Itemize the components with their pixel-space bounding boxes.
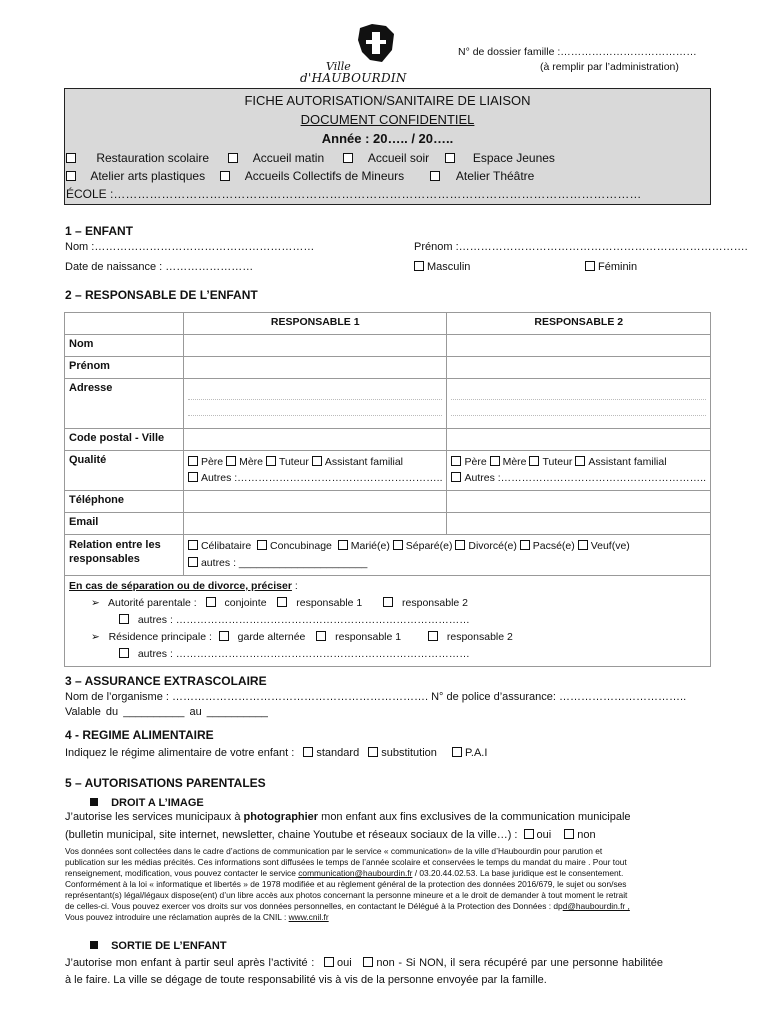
legal-line	[65, 901, 715, 912]
checkbox-image-non[interactable]	[564, 829, 574, 839]
checkbox-standard[interactable]	[303, 747, 313, 757]
checkbox-mere[interactable]	[226, 456, 236, 466]
droit-image-p2	[65, 829, 596, 841]
legal-notice	[65, 846, 715, 923]
resp1-prenom-cell[interactable]	[183, 357, 447, 379]
checkbox-residence-resp1[interactable]	[316, 631, 326, 641]
label-restauration: Restauration scolaire	[96, 151, 210, 165]
residence-autres-field[interactable]: autres : …………………………………………………………………………	[137, 648, 470, 660]
label-accueil-matin: Accueil matin	[252, 151, 325, 165]
ecole-field[interactable]: ÉCOLE :……………………………………………………………………………………………………………………	[66, 187, 642, 201]
label-relation-autres: autres : ______________________	[200, 557, 368, 569]
separation-title: En cas de séparation ou de divorce, préciser	[69, 580, 292, 592]
child-prenom-field[interactable]: Prénom :…………………………………………………………………….	[414, 241, 748, 253]
residence-label: Résidence principale :	[108, 631, 212, 643]
checkbox-marie[interactable]	[338, 540, 348, 550]
label-assistant: Assistant familial	[588, 456, 667, 468]
resp1-email-cell[interactable]	[183, 513, 447, 535]
section4-heading: 4 - REGIME ALIMENTAIRE	[65, 728, 214, 742]
label-veuf: Veuf(ve)	[590, 540, 630, 552]
droit-p1-b: photographier	[243, 811, 319, 823]
checkbox-restauration[interactable]	[66, 153, 76, 163]
resp2-email-cell[interactable]	[447, 513, 711, 535]
label-accueil-soir: Accueil soir	[367, 151, 430, 165]
checkbox-feminin[interactable]	[585, 261, 595, 271]
resp2-telephone-cell[interactable]	[447, 491, 711, 513]
row-label-telephone: Téléphone	[65, 491, 184, 513]
cnil-link[interactable]: www.cnil.fr	[288, 912, 329, 922]
label-arts-plastiques: Atelier arts plastiques	[90, 169, 206, 183]
legal-line	[65, 868, 715, 879]
resp2-qualite-cell	[447, 451, 711, 491]
resp2-cp-cell[interactable]	[447, 429, 711, 451]
label-garde-alternee: garde alternée	[237, 631, 306, 643]
dossier-number-field[interactable]: N° de dossier famille :…………………………………	[458, 46, 697, 58]
row-label-prenom: Prénom	[65, 357, 184, 379]
label-feminin: Féminin	[598, 261, 638, 273]
resp1-telephone-cell[interactable]	[183, 491, 447, 513]
checkbox-pai[interactable]	[452, 747, 462, 757]
confidential-subtitle: DOCUMENT CONFIDENTIEL	[300, 112, 475, 127]
label-assistant: Assistant familial	[324, 456, 404, 468]
droit-image-p1	[65, 811, 631, 823]
checkbox-assistant[interactable]	[575, 456, 585, 466]
checkbox-veuf[interactable]	[578, 540, 588, 550]
row-label-email: Email	[65, 513, 184, 535]
label-residence-resp2: responsable 2	[446, 631, 513, 643]
residence-line	[69, 629, 706, 646]
checkbox-sortie-non[interactable]	[363, 957, 373, 967]
label-espace-jeunes: Espace Jeunes	[472, 151, 555, 165]
form-title: FICHE AUTORISATION/SANITAIRE DE LIAISON	[244, 93, 531, 108]
separation-colon: :	[291, 580, 298, 592]
residence-autres-line	[69, 646, 706, 663]
child-nom-field[interactable]: Nom :……………………………………………………	[65, 241, 315, 253]
section3-heading: 3 – ASSURANCE EXTRASCOLAIRE	[65, 674, 267, 688]
checkbox-espace-jeunes[interactable]	[445, 153, 455, 163]
label-substitution: substitution	[381, 747, 437, 759]
checkbox-celibataire[interactable]	[188, 540, 198, 550]
legal-line: publication sur les médias précités. Ces informations sont diffusées le temps de l’année scolaire et conservées le temps du mandat du maire . Pour tout	[65, 857, 627, 867]
label-theatre: Atelier Théâtre	[455, 169, 535, 183]
section1-heading: 1 – ENFANT	[65, 224, 134, 238]
separation-title-line	[69, 578, 706, 595]
label-celibataire: Célibataire	[200, 540, 252, 552]
label-sortie-oui: oui	[337, 957, 352, 969]
droit-image-title	[90, 797, 204, 809]
checkbox-pere[interactable]	[188, 456, 198, 466]
autorite-line	[69, 595, 706, 612]
checkbox-mere[interactable]	[490, 456, 500, 466]
checkbox-conjointe[interactable]	[206, 597, 216, 607]
address-line	[188, 386, 443, 400]
autorite-autres-field[interactable]: autres : …………………………………………………………………………	[137, 614, 470, 626]
arrow-icon: ➢	[91, 597, 100, 609]
resp2-nom-cell[interactable]	[447, 335, 711, 357]
arrow-icon: ➢	[91, 631, 100, 643]
label-masculin: Masculin	[427, 261, 471, 273]
label-divorce: Divorcé(e)	[468, 540, 517, 552]
dossier-note: (à remplir par l’administration)	[540, 61, 679, 73]
label-separe: Séparé(e)	[405, 540, 453, 552]
sortie-title	[90, 940, 227, 952]
label-pai: P.A.I	[464, 747, 488, 759]
label-tuteur: Tuteur	[542, 456, 573, 468]
label-sortie-non: non - Si NON, il sera récupéré par une personne habilitée	[376, 957, 664, 969]
address-line	[451, 386, 706, 400]
label-autres: Autres :…………………………………………………..	[464, 472, 706, 484]
label-image-non: non	[577, 829, 596, 841]
city-logo	[300, 22, 420, 86]
checkbox-accueil-matin[interactable]	[228, 153, 238, 163]
row-label-nom: Nom	[65, 335, 184, 357]
label-marie: Marié(e)	[350, 540, 390, 552]
resp1-adresse-cell[interactable]	[183, 379, 447, 429]
col-responsable-2: RESPONSABLE 2	[447, 313, 711, 335]
sortie-1a: J’autorise mon enfant à partir seul après l’activité :	[65, 957, 315, 969]
resp2-prenom-cell[interactable]	[447, 357, 711, 379]
bullet-square-icon	[90, 798, 98, 806]
regime-line	[65, 747, 487, 759]
label-autres: Autres :…………………………………………………..	[200, 472, 443, 484]
checkbox-accueil-soir[interactable]	[343, 153, 353, 163]
label-mere: Mère	[239, 456, 264, 468]
school-year: Année : 20….. / 20…..	[321, 131, 454, 146]
autorite-label: Autorité parentale :	[108, 597, 197, 609]
checkbox-substitution[interactable]	[368, 747, 378, 757]
checkbox-autorite-resp2[interactable]	[383, 597, 393, 607]
legal-line: Vos données sont collectées dans le cadre d’actions de communication par le service « communication» de la ville d’Haubourdin pour parution et	[65, 846, 603, 856]
sex-masculin	[414, 261, 470, 273]
sex-feminin	[585, 261, 637, 273]
assurance-line-2[interactable]: Valable du __________ au __________	[65, 706, 268, 718]
sortie-line-1	[65, 957, 663, 969]
label-concubinage: Concubinage	[270, 540, 332, 552]
checkbox-arts-plastiques[interactable]	[66, 171, 76, 181]
checkbox-concubinage[interactable]	[257, 540, 267, 550]
checkbox-tuteur[interactable]	[529, 456, 539, 466]
checkbox-pacse[interactable]	[520, 540, 530, 550]
label-standard: standard	[316, 747, 360, 759]
separation-cell	[65, 576, 711, 667]
checkbox-acm[interactable]	[220, 171, 230, 181]
assurance-line-1[interactable]: Nom de l’organisme : ……………………………………………………………. N° de police d’assurance: ……………………………..	[65, 691, 687, 703]
checkbox-garde-alternee[interactable]	[219, 631, 229, 641]
relation-cell	[183, 535, 710, 576]
label-autorite-resp1: responsable 1	[296, 597, 363, 609]
dpd-email-link[interactable]: d@haubourdin.fr ,	[562, 901, 630, 911]
checkbox-autorite-resp1[interactable]	[277, 597, 287, 607]
droit-p1-a: J’autorise les services municipaux à	[65, 811, 244, 823]
droit-image-title-text: DROIT A L’IMAGE	[111, 797, 204, 809]
resp1-cp-cell[interactable]	[183, 429, 447, 451]
checkbox-autres[interactable]	[188, 472, 198, 482]
activity-row-2	[66, 169, 534, 183]
row-label-relation: Relation entre les responsables	[65, 535, 184, 576]
legal-line	[65, 912, 715, 923]
checkbox-autres[interactable]	[451, 472, 461, 482]
address-line	[188, 402, 443, 416]
logo-text-haubourdin: d'HAUBOURDIN	[300, 71, 407, 85]
checkbox-sortie-oui[interactable]	[324, 957, 334, 967]
checkbox-relation-autres[interactable]	[188, 557, 198, 567]
autorite-autres-line	[69, 612, 706, 629]
checkbox-pere[interactable]	[451, 456, 461, 466]
child-birthdate-field[interactable]: Date de naissance : ……………………	[65, 261, 254, 273]
droit-p1-c: mon enfant aux fins exclusives de la communication municipale	[318, 811, 631, 823]
legal-3a: renseignement, modification, vous pouvez contacter le service	[65, 868, 299, 878]
label-tuteur: Tuteur	[278, 456, 309, 468]
label-pacse: Pacsé(e)	[532, 540, 575, 552]
legal-6a: de celles-ci. Vous pouvez exercer vos droits sur vos données personnelles, en contactant le Délégué à la Protection des Données : dp	[65, 901, 563, 911]
label-residence-resp1: responsable 1	[335, 631, 402, 643]
checkbox-assistant[interactable]	[312, 456, 322, 466]
checkbox-theatre[interactable]	[430, 171, 440, 181]
checkbox-separe[interactable]	[393, 540, 403, 550]
bullet-square-icon	[90, 941, 98, 949]
label-image-oui: oui	[536, 829, 552, 841]
legal-line: représentant(s) légal/légaux dispose(ent) d’un libre accès aux photos concernant la personne mineure et a le droit de demander à tout moment le retrait	[65, 890, 628, 900]
checkbox-residence-autres[interactable]	[119, 648, 129, 658]
checkbox-autorite-autres[interactable]	[119, 614, 129, 624]
section5-heading: 5 – AUTORISATIONS PARENTALES	[65, 776, 266, 790]
sortie-title-text: SORTIE DE L’ENFANT	[111, 940, 227, 952]
regime-label: Indiquez le régime alimentaire de votre enfant :	[65, 747, 295, 759]
communication-email-link[interactable]: communication@haubourdin.fr	[298, 868, 413, 878]
checkbox-image-oui[interactable]	[524, 829, 534, 839]
label-pere: Père	[200, 456, 224, 468]
col-responsable-1: RESPONSABLE 1	[183, 313, 447, 335]
label-autorite-resp2: responsable 2	[402, 597, 468, 609]
resp1-qualite-cell	[183, 451, 447, 491]
logo-text-ville: Ville	[326, 60, 351, 73]
label-conjointe: conjointe	[224, 597, 267, 609]
checkbox-residence-resp2[interactable]	[428, 631, 438, 641]
resp1-nom-cell[interactable]	[183, 335, 447, 357]
activity-row-1	[66, 151, 555, 165]
legal-3b: / 03.20.44.02.53. La base juridique est le consentement.	[412, 868, 624, 878]
sortie-line-2: à le faire. La ville se dégage de toute responsabilité vis à vis de la personne envoyée par la famille.	[65, 974, 547, 986]
droit-p2-text: (bulletin municipal, site internet, newsletter, chaine Youtube et réseaux sociaux de la ville…) :	[65, 829, 518, 841]
address-line	[451, 402, 706, 416]
section2-heading: 2 – RESPONSABLE DE L’ENFANT	[65, 288, 258, 302]
legal-line: Conformément à la loi « informatique et libertés » de 1978 modifiée et au règlement général de la protection des données 2016/679, le sujet ou son/ses	[65, 879, 627, 889]
responsables-table	[64, 312, 711, 667]
label-acm: Accueils Collectifs de Mineurs	[244, 169, 405, 183]
city-logo-emblem	[352, 22, 402, 66]
row-label-adresse: Adresse	[65, 379, 184, 429]
table-corner	[65, 313, 184, 335]
row-label-qualite: Qualité	[65, 451, 184, 491]
legal-7a: Vous pouvez introduire une réclamation auprès de la CNIL :	[65, 912, 289, 922]
label-mere: Mère	[502, 456, 527, 468]
checkbox-tuteur[interactable]	[266, 456, 276, 466]
checkbox-divorce[interactable]	[455, 540, 465, 550]
resp2-adresse-cell[interactable]	[447, 379, 711, 429]
checkbox-masculin[interactable]	[414, 261, 424, 271]
row-label-cp: Code postal - Ville	[65, 429, 184, 451]
label-pere: Père	[464, 456, 487, 468]
